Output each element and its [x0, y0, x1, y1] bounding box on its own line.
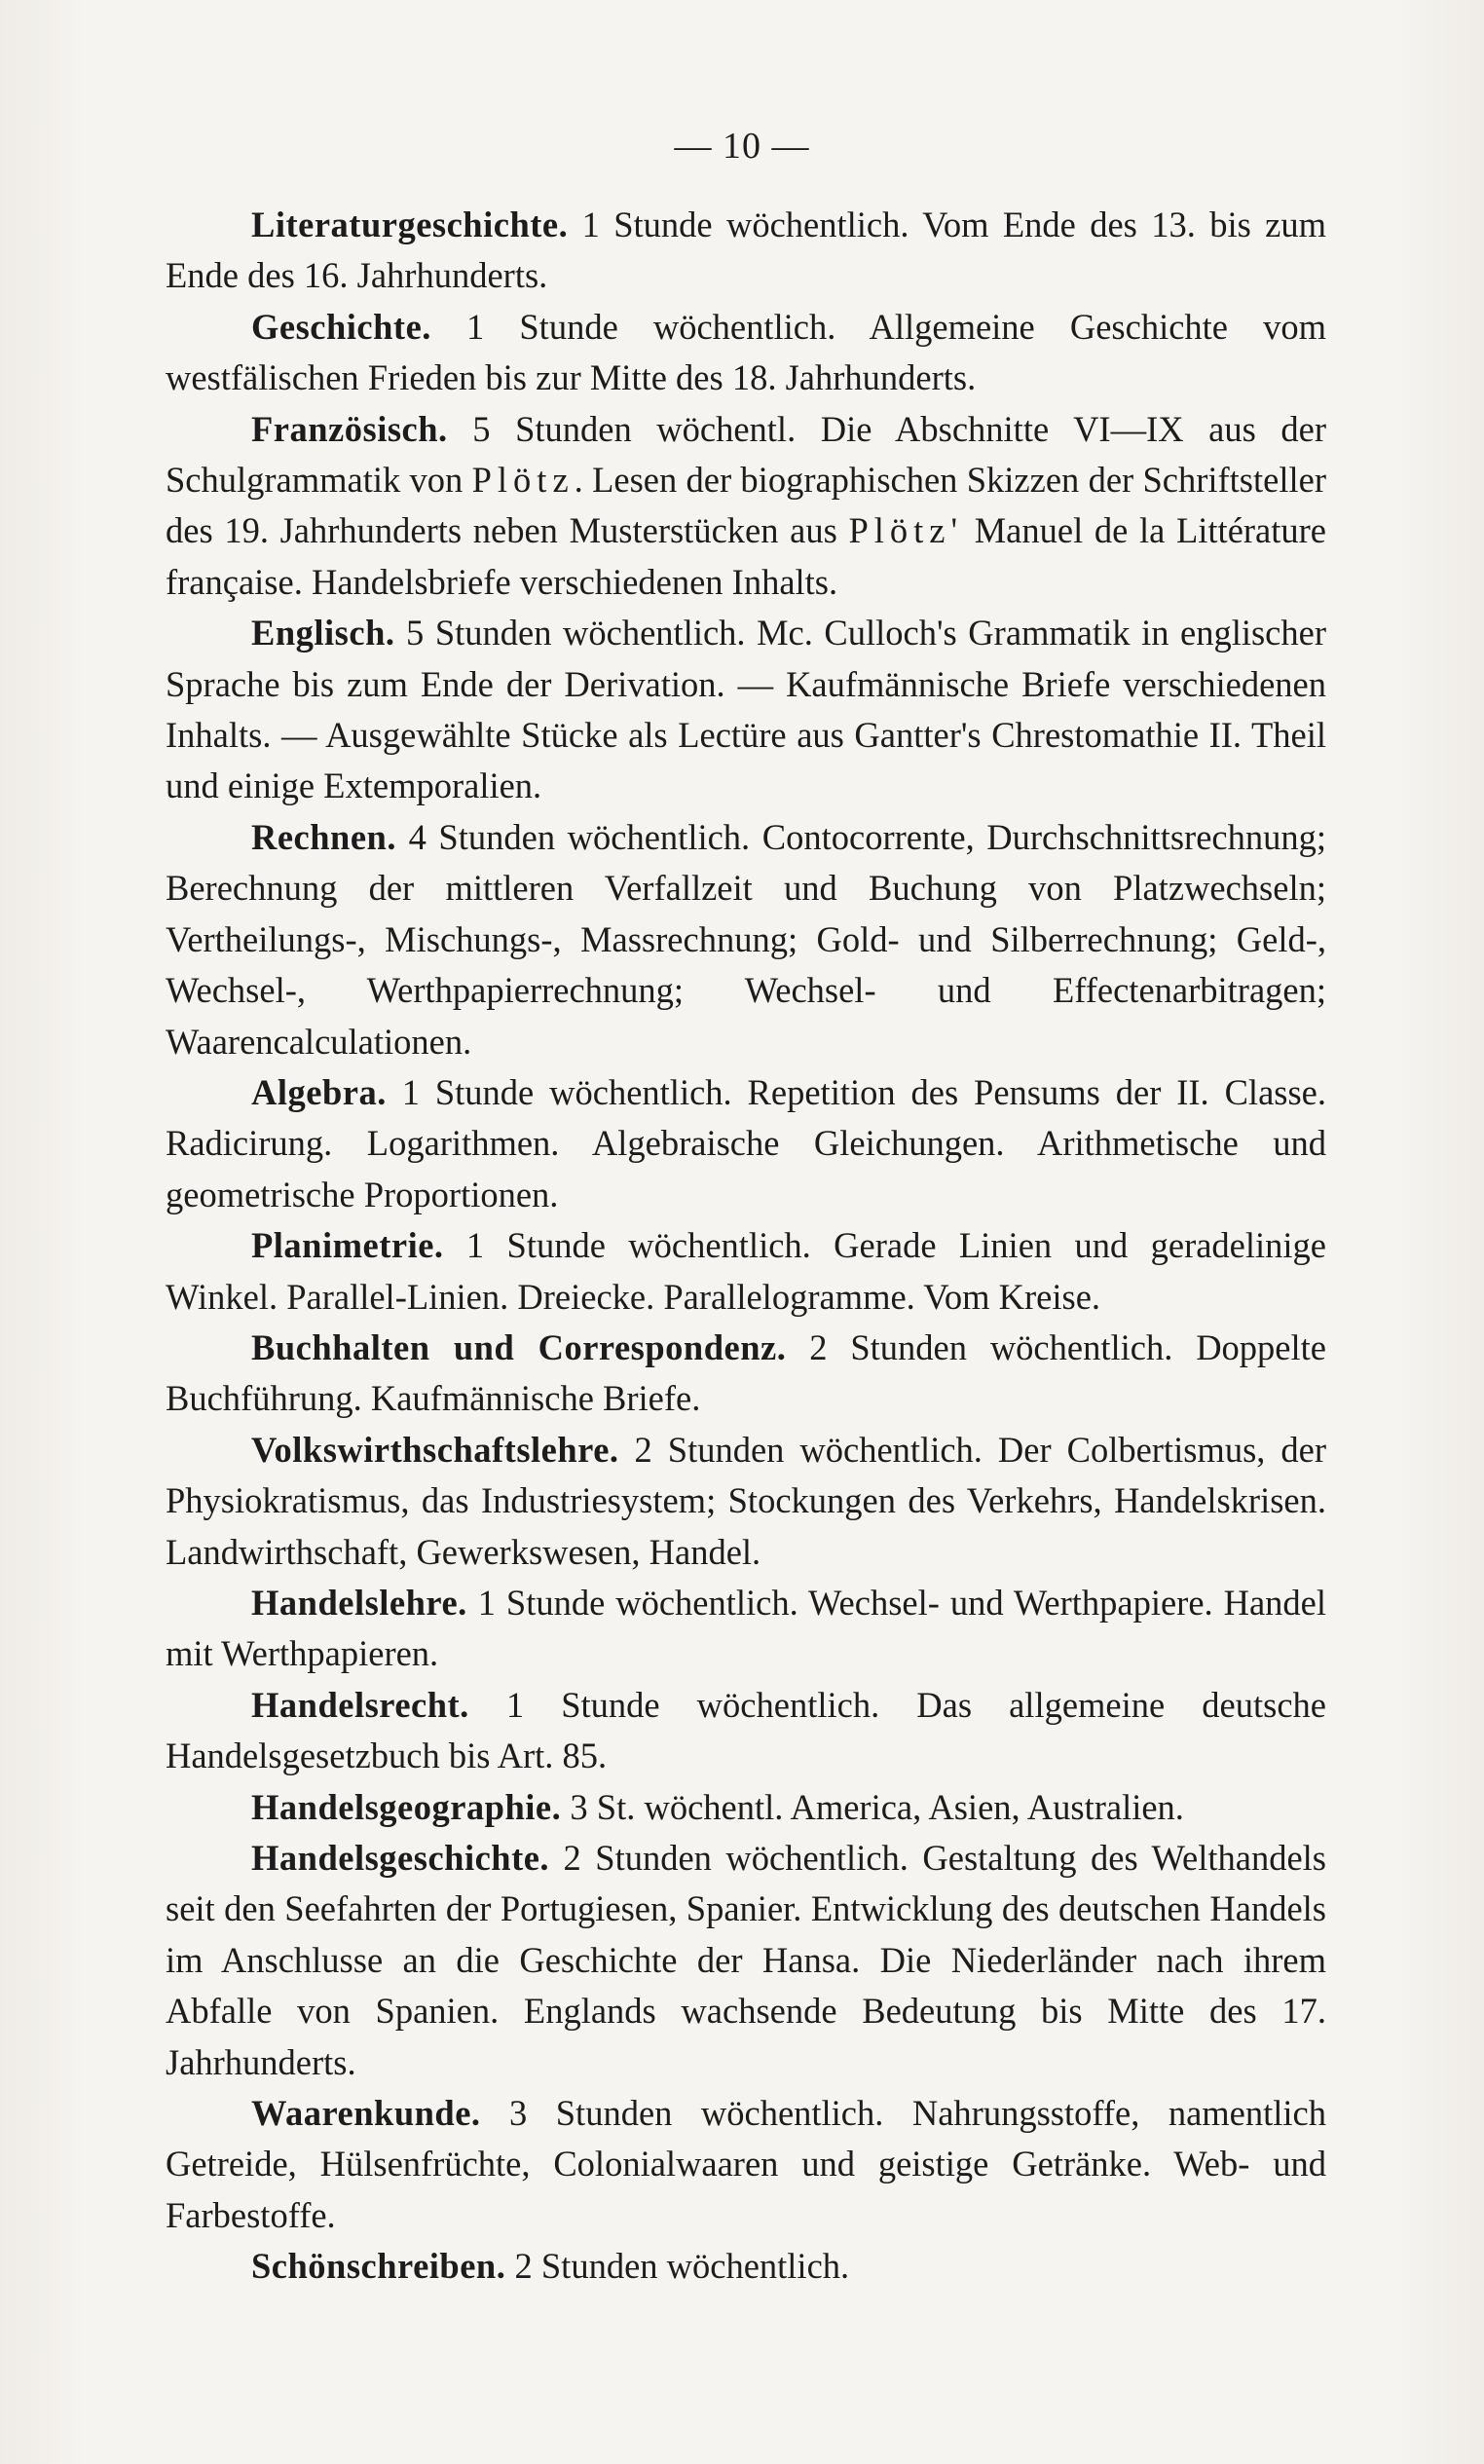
section-body: 3 Stunden wöchentlich. Nahrungsstoffe, namentlich Getreide, Hülsenfrüchte, Colonialwaaren und geistige Getränke. Web- und Farbestoffe.: [166, 2093, 1326, 2235]
course-list: [166, 200, 1326, 2293]
section-planimetrie: [166, 1220, 1326, 1323]
section-rechnen: [166, 812, 1326, 1067]
section-body: . Lesen der biographischen Skizzen der Schriftsteller des 19. Jahrhunderts neben Musterstücken aus: [166, 460, 1326, 551]
section-literaturgeschichte: [166, 200, 1326, 302]
section-body: 3 St. wöchentl. America, Asien, Australien.: [561, 1786, 1184, 1827]
author-name: Plötz: [471, 460, 575, 501]
section-heading: Buchhalten und Correspondenz.: [251, 1326, 787, 1367]
section-body: 2 Stunden wöchentlich.: [505, 2246, 850, 2287]
section-body: 2 Stunden wöchentlich. Gestaltung des Welthandels seit den Seefahrten der Portugiesen, Spanier. Entwicklung des deutschen Handels im Anschlusse an die Geschichte der Hansa. Die Niederländer nach ihrem Abfalle von Spanien. Englands wachsende Bedeutung bis Mitte des 17. Jahrhunderts.: [166, 1838, 1326, 2082]
section-englisch: [166, 608, 1326, 812]
section-heading: Rechnen.: [251, 816, 396, 857]
section-body: 5 Stunden wöchentlich. Mc. Culloch's Grammatik in englischer Sprache bis zum Ende der Derivation. — Kaufmännische Briefe verschiedenen Inhalts. — Ausgewählte Stücke als Lectüre aus Gantter's Chrestomathie II. Theil und einige Extemporalien.: [166, 613, 1326, 806]
section-heading: Handelslehre.: [251, 1582, 467, 1623]
section-body: 1 Stunde wöchentlich. Wechsel- und Werthpapiere. Handel mit Werthpapieren.: [166, 1582, 1326, 1674]
section-body: 1 Stunde wöchentlich. Das allgemeine deutsche Handelsgesetzbuch bis Art. 85.: [166, 1684, 1326, 1776]
author-name: Plötz': [848, 510, 964, 551]
section-heading: Handelsgeographie.: [251, 1786, 562, 1827]
section-handelslehre: [166, 1578, 1326, 1680]
section-body: 1 Stunde wöchentlich. Repetition des Pensums der II. Classe. Radicirung. Logarithmen. Algebraische Gleichungen. Arithmetische und geometrische Proportionen.: [166, 1071, 1326, 1214]
section-body: 5 Stunden wöchentl. Die Abschnitte VI—IX aus der Schulgrammatik von: [166, 408, 1326, 501]
section-handelsrecht: [166, 1680, 1326, 1782]
section-heading: Geschichte.: [251, 306, 431, 347]
section-franzoesisch: [166, 404, 1326, 609]
section-heading: Literaturgeschichte.: [251, 205, 569, 244]
section-heading: Handelsgeschichte.: [251, 1838, 550, 1878]
section-heading: Französisch.: [251, 408, 448, 449]
page-number: — 10 —: [674, 126, 810, 167]
section-heading: Englisch.: [251, 613, 395, 653]
section-heading: Handelsrecht.: [251, 1684, 469, 1725]
section-body: 1 Stunde wöchentlich. Gerade Linien und geradelinige Winkel. Parallel-Linien. Dreiecke. Parallelogramme. Vom Kreise.: [166, 1225, 1326, 1317]
section-heading: Planimetrie.: [251, 1225, 444, 1266]
section-body: 1 Stunde wöchentlich. Allgemeine Geschichte vom westfälischen Frieden bis zur Mitte des 18. Jahrhunderts.: [166, 306, 1326, 398]
section-schoenschreiben: [166, 2241, 1326, 2292]
section-heading: Algebra.: [251, 1071, 387, 1112]
section-handelsgeographie: [166, 1782, 1326, 1833]
section-algebra: [166, 1067, 1326, 1220]
section-body: Manuel de la Littérature française. Handelsbriefe verschiedenen Inhalts.: [166, 510, 1327, 602]
section-heading: Volkswirthschaftslehre.: [251, 1429, 619, 1470]
section-geschichte: [166, 302, 1326, 404]
section-handelsgeschichte: [166, 1833, 1326, 2088]
section-heading: Schönschreiben.: [251, 2246, 506, 2287]
section-body: 2 Stunden wöchentlich. Doppelte Buchführung. Kaufmännische Briefe.: [166, 1326, 1326, 1419]
section-heading: Waarenkunde.: [251, 2093, 481, 2134]
section-buchhalten: [166, 1323, 1326, 1425]
section-volkswirthschaftslehre: [166, 1425, 1326, 1578]
section-waarenkunde: [166, 2088, 1326, 2241]
section-body: 1 Stunde wöchentlich. Vom Ende des 13. bis zum Ende des 16. Jahrhunderts.: [166, 205, 1326, 296]
section-body: 4 Stunden wöchentlich. Contocorrente, Durchschnittsrechnung; Berechnung der mittleren Verfallzeit und Buchung von Platzwechseln; Vertheilungs-, Mischungs-, Massrechnung; Gold- und Silberrechnung; Geld-, Wechsel-, Werthpapierrechnung; Wechsel- und Effectenarbitragen; Waarencalculationen.: [166, 816, 1326, 1062]
section-body: 2 Stunden wöchentlich. Der Colbertismus, der Physiokratismus, das Industriesystem; Stockungen des Verkehrs, Handelskrisen. Landwirthschaft, Gewerkswesen, Handel.: [166, 1429, 1326, 1572]
